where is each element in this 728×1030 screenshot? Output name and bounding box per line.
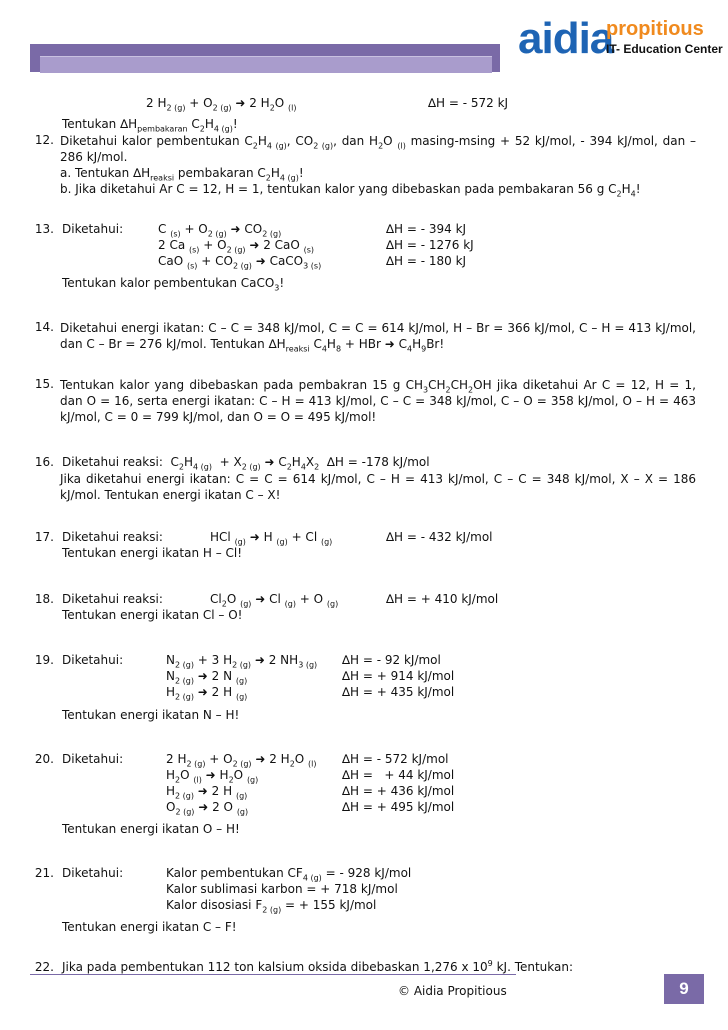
q22-text: Jika pada pembentukan 112 ton kalsium oksida dibebaskan 1,276 x $10^9$ kJ. Tentukan: [62, 959, 574, 974]
q19-dh-2: ∆H = + 914 kJ/mol [342, 669, 455, 683]
q20-dh-4: ∆H = + 495 kJ/mol [342, 800, 455, 814]
header-band-light [40, 56, 492, 73]
q13-dh-1: ∆H = - 394 kJ [386, 222, 467, 236]
q17-ask: Tentukan energi ikatan H – Cl! [62, 546, 243, 560]
q21-ask: Tentukan energi ikatan C – F! [62, 920, 237, 934]
q17-label: Diketahui reaksi: [62, 530, 163, 544]
q19-number: 19. [34, 653, 54, 667]
q18-ask: Tentukan energi ikatan Cl – O! [62, 608, 243, 622]
q20-reaction-4: $O_{2 (g)}$ ➜ 2 O $_{(g)}$ [166, 800, 249, 817]
q19-reaction-1: $N_{2 (g)} + 3$ $H_{2 (g)}$ ➜ 2 $NH_{3 (g)}$ [166, 653, 318, 670]
q18-dh: ∆H = + 410 kJ/mol [386, 592, 499, 606]
q20-number: 20. [34, 752, 54, 766]
q15-number: 15. [34, 377, 54, 391]
q21-line-1: Kalor pembentukan $CF_{4 (g)}$ = - 928 kJ/mol [166, 866, 412, 883]
q19-label: Diketahui: [62, 653, 124, 667]
q14-number: 14. [34, 320, 54, 334]
q13-ask: Tentukan kalor pembentukan CaCO$_3$! [62, 276, 285, 293]
q22-number: 22. [34, 960, 54, 974]
q20-dh-1: ∆H = - 572 kJ/mol [342, 752, 449, 766]
q16-reaction: Diketahui reaksi: $C_2H_{4 (g)} + X_{2 (g)}$ ➜ $C_2H_4X_2$ ∆H = -178 kJ/mol [62, 455, 430, 472]
logo-wordmark: aidia [518, 14, 614, 63]
q16-number: 16. [34, 455, 54, 469]
q21-label: Diketahui: [62, 866, 124, 880]
q13-reaction-1: C $_{(s)} + O_{2 (g)}$ ➜ $CO_{2 (g)}$ [158, 222, 282, 239]
q20-dh-3: ∆H = + 436 kJ/mol [342, 784, 455, 798]
logo-tagline: propitious [606, 18, 704, 40]
q13-number: 13. [34, 222, 54, 236]
footer-copyright: © Aidia Propitious [398, 984, 507, 998]
logo-subtitle: IT- Education Center [606, 42, 723, 56]
footer-rule [30, 974, 516, 975]
q11-dh: ∆H = - 572 kJ [428, 96, 509, 110]
q13-dh-2: ∆H = - 1276 kJ [386, 238, 474, 252]
q19-ask: Tentukan energi ikatan N – H! [62, 708, 240, 722]
q16-text: Jika diketahui energi ikatan: C = C = 614 kJ/mol, C – H = 413 kJ/mol, C – C = 348 kJ/mol, X – X = 186 kJ/mol. Tentukan energi ikatan C – X! [60, 472, 696, 502]
q20-dh-2: ∆H = + 44 kJ/mol [342, 768, 455, 782]
q13-reaction-3: CaO $_{(s)} + CO_{2 (g)}$ ➜ CaCO$_{3 (s)}$ [158, 254, 322, 271]
q19-dh-3: ∆H = + 435 kJ/mol [342, 685, 455, 699]
q19-dh-1: ∆H = - 92 kJ/mol [342, 653, 441, 667]
q18-number: 18. [34, 592, 54, 606]
q17-dh: ∆H = - 432 kJ/mol [386, 530, 493, 544]
q20-ask: Tentukan energi ikatan O – H! [62, 822, 240, 836]
q12-number: 12. [34, 133, 54, 147]
q13-reaction-2: 2 Ca $_{(s)} + O_{2 (g)}$ ➜ 2 CaO $_{(s)}$ [158, 238, 315, 255]
q11-reaction: 2 $H_{2 (g)} + O_{2 (g)}$ ➜ 2 $H_2O$ $_{(l)}$ [146, 96, 297, 113]
q20-reaction-1: 2 $H_{2 (g)} + O_{2 (g)}$ ➜ 2 $H_2O$ $_{(l)}$ [166, 752, 317, 769]
q17-number: 17. [34, 530, 54, 544]
q21-line-2: Kalor sublimasi karbon = + 718 kJ/mol [166, 882, 398, 896]
q14-text: Diketahui energi ikatan: C – C = 348 kJ/mol, C = C = 614 kJ/mol, H – Br = 366 kJ/mol, C – H = 413 kJ/mol, dan C – Br = 276 kJ/mol. Tentukan $\Delta H_{reaksi}$ $C_4H_8$ + HBr ➜ $C_4H_9Br$! [60, 321, 696, 354]
q19-reaction-2: $N_{2 (g)}$ ➜ 2 N $_{(g)}$ [166, 669, 248, 686]
q18-reaction: $Cl_2O$ $_{(g)}$ ➜ Cl $_{(g)}$ + O $_{(g)}$ [210, 592, 339, 609]
q19-reaction-3: $H_{2 (g)}$ ➜ 2 H $_{(g)}$ [166, 685, 248, 702]
q11-ask: Tentukan $\Delta H_{pembakaran}$ $C_2H_{4 (g)}$! [62, 117, 238, 134]
q21-line-3: Kalor disosiasi $F_{2 (g)}$ = + 155 kJ/mol [166, 898, 377, 915]
page-number: 9 [664, 974, 704, 1004]
q21-number: 21. [34, 866, 54, 880]
q13-label: Diketahui: [62, 222, 124, 236]
q17-reaction: HCl $_{(g)}$ ➜ H $_{(g)}$ + Cl $_{(g)}$ [210, 530, 333, 547]
q20-reaction-3: $H_{2 (g)}$ ➜ 2 H $_{(g)}$ [166, 784, 248, 801]
q20-label: Diketahui: [62, 752, 124, 766]
q13-dh-3: ∆H = - 180 kJ [386, 254, 467, 268]
q15-text: Tentukan kalor yang dibebaskan pada pembakran 15 g $CH_3CH_2CH_2OH$ jika diketahui Ar C = 12, H = 1, dan O = 16, serta energi ikatan: C – H = 413 kJ/mol, C – C = 348 kJ/mol, C – O = 358 kJ/mol, O – H = 463 kJ/mol, C = 0 = 799 kJ/mol, dan O = O = 495 kJ/mol! [60, 378, 696, 424]
q18-label: Diketahui reaksi: [62, 592, 163, 606]
q20-reaction-2: $H_2O$ $_{(l)}$ ➜ $H_2O$ $_{(g)}$ [166, 768, 259, 785]
q12-text: Diketahui kalor pembentukan $C_2H_{4 (g)}$, $CO_{2 (g)}$, dan $H_2O$ $_{(l)}$ masing-msing + 52 kJ/mol, - 394 kJ/mol, dan – 286 kJ/mol. a. Tentukan $\Delta H_{reaksi}$ pembakaran $C_2H_{4 (g)}$! b. Jika diketahui Ar C = 12, H = 1, tentukan kalor yang dibebaskan pada pembakaran 56 g $C_2H_4$! [60, 134, 696, 199]
